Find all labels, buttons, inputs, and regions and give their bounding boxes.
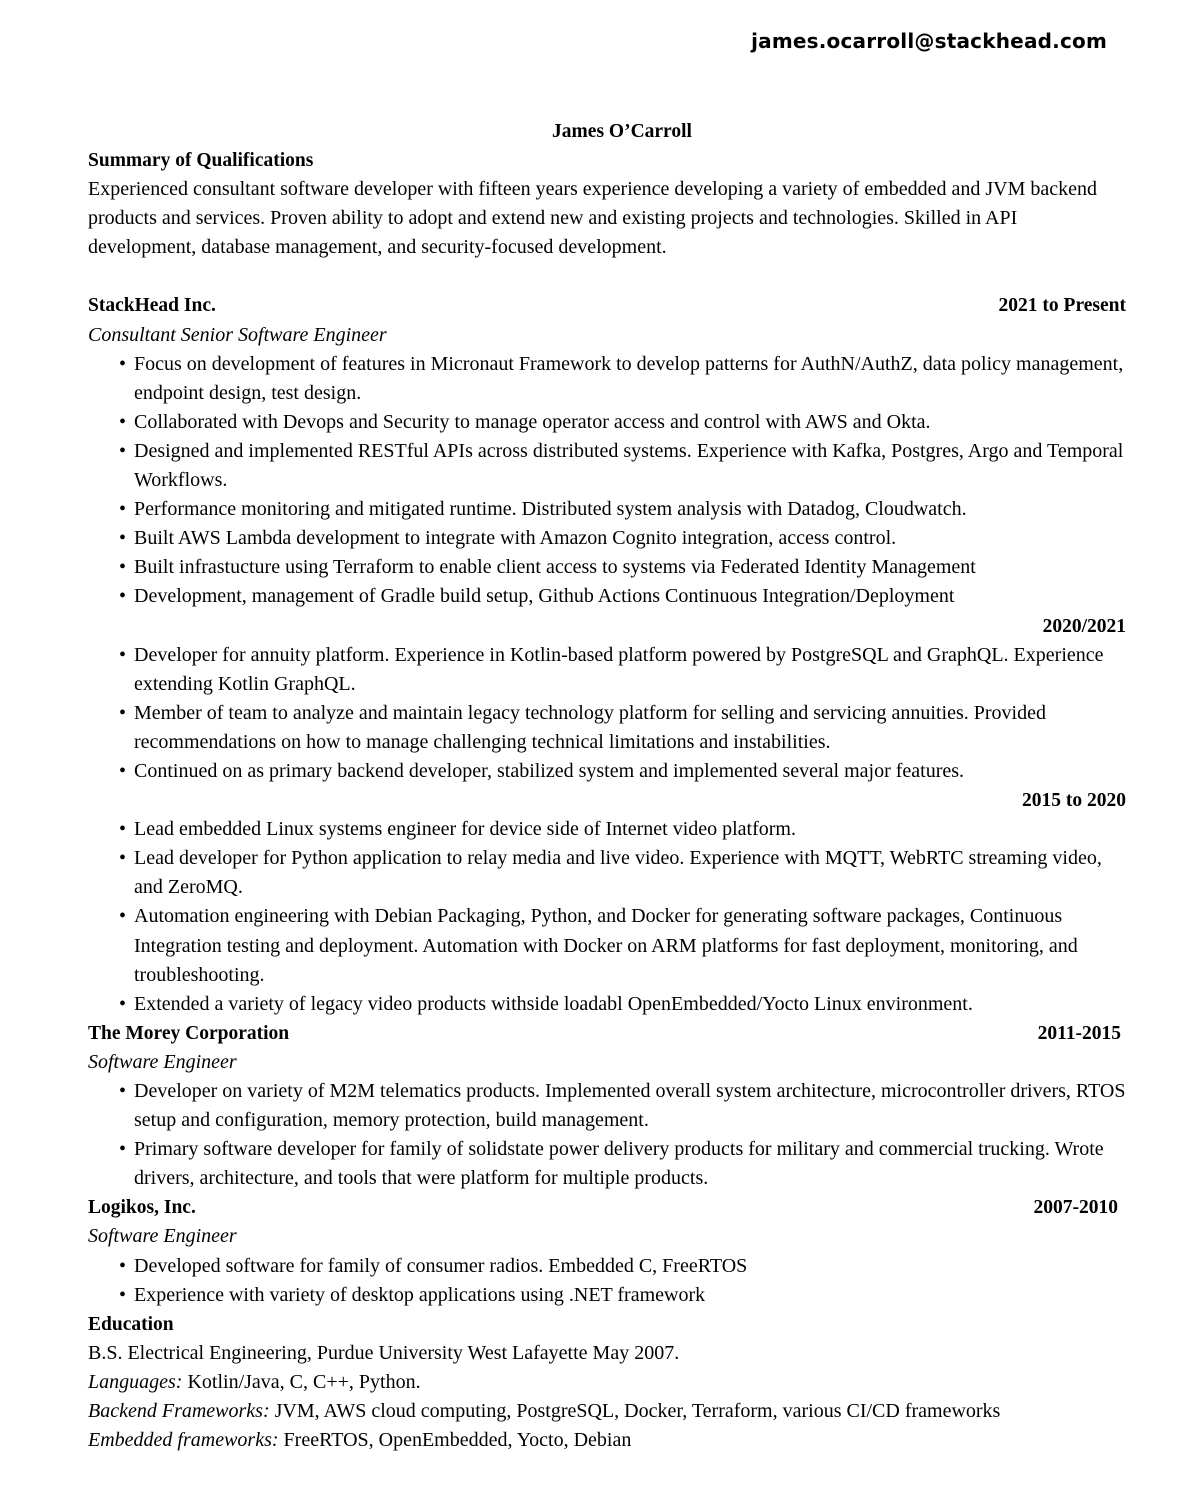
contact-email: james.ocarroll@stackhead.com — [751, 29, 1107, 53]
job-logikos — [88, 1193, 1126, 1309]
education-heading: Education — [88, 1313, 174, 1335]
list-item: • Collaborated with Devops and Security to manage operator access and control with AWS and Okta. — [134, 408, 1126, 437]
bullet-icon: • — [119, 498, 127, 521]
period-dates: 2020/2021 — [1042, 615, 1126, 637]
list-item: • Automation engineering with Debian Packaging, Python, and Docker for generating software packages, Continuous Integration testing and deployment. Automation with Docker on ARM platforms for fast deployment, monitoring, and troubleshooting. — [134, 902, 1126, 989]
list-item: • Performance monitoring and mitigated runtime. Distributed system analysis with Datadog, Cloudwatch. — [134, 495, 1126, 524]
list-item: • Primary software developer for family of solidstate power delivery products for military and commercial trucking. Wrote drivers, architecture, and tools that were platform for multiple products. — [134, 1135, 1126, 1193]
job-dates: 2011-2015 — [1037, 1022, 1121, 1044]
bullet-icon: • — [119, 905, 127, 928]
bullet-icon: • — [119, 410, 127, 433]
job-header — [88, 1019, 1126, 1048]
job-morey — [88, 1019, 1126, 1194]
list-item: • Focus on development of features in Micronaut Framework to develop patterns for AuthN/AuthZ, data policy management, endpoint design, test design. — [134, 350, 1126, 408]
bullet-icon: • — [119, 818, 127, 841]
period-bullets — [88, 641, 1126, 786]
bullet-icon: • — [119, 527, 127, 550]
resume-body — [88, 117, 1126, 1455]
list-item: • Designed and implemented RESTful APIs across distributed systems. Experience with Kafka, Postgres, Argo and Temporal Workflows. — [134, 437, 1126, 495]
bullet-icon: • — [119, 439, 127, 462]
job-dates: 2007-2010 — [1033, 1197, 1118, 1219]
languages-label: Languages: — [88, 1370, 183, 1393]
bullet-icon: • — [119, 1138, 127, 1161]
bullet-icon: • — [119, 352, 127, 375]
backend-frameworks-line — [88, 1397, 1126, 1426]
bullet-icon: • — [119, 1283, 127, 1306]
bullet-icon: • — [119, 847, 127, 870]
list-item: • Developer on variety of M2M telematics products. Implemented overall system architecture, microcontroller drivers, RTOS setup and configuration, memory protection, build management. — [134, 1077, 1126, 1135]
company-name: The Morey Corporation — [88, 1022, 290, 1044]
job-dates: 2021 to Present — [998, 295, 1126, 317]
list-item: • Lead developer for Python application to relay media and live video. Experience with MQTT, WebRTC streaming video, and ZeroMQ. — [134, 844, 1126, 902]
job-bullets — [88, 1077, 1126, 1193]
list-item: • Extended a variety of legacy video products withside loadabl OpenEmbedded/Yocto Linux environment. — [134, 990, 1126, 1019]
period-bullets — [88, 815, 1126, 1019]
bullet-icon: • — [119, 556, 127, 579]
job-stackhead — [88, 291, 1126, 1018]
list-item: • Continued on as primary backend developer, stabilized system and implemented several major features. — [134, 757, 1126, 786]
spacer — [88, 262, 1126, 291]
list-item: • Built AWS Lambda development to integrate with Amazon Cognito integration, access control. — [134, 524, 1126, 553]
list-item: • Member of team to analyze and maintain legacy technology platform for selling and servicing annuities. Provided recommendations on how to manage challenging technical limitations and instabilities. — [134, 699, 1126, 757]
languages-line — [88, 1368, 1126, 1397]
job-header — [88, 291, 1126, 320]
embedded-frameworks-label: Embedded frameworks: — [88, 1429, 279, 1452]
list-item: • Experience with variety of desktop applications using .NET framework — [134, 1281, 1126, 1310]
backend-frameworks-label: Backend Frameworks: — [88, 1400, 270, 1423]
degree-line: B.S. Electrical Engineering, Purdue University West Lafayette May 2007. — [88, 1341, 680, 1364]
bullet-icon: • — [119, 585, 127, 608]
embedded-frameworks-line — [88, 1426, 1126, 1455]
period-dates: 2015 to 2020 — [1022, 790, 1126, 812]
candidate-name: James O’Carroll — [552, 121, 692, 142]
bullet-icon: • — [119, 992, 127, 1015]
embedded-frameworks-value: FreeRTOS, OpenEmbedded, Yocto, Debian — [278, 1429, 632, 1452]
job-role: Software Engineer — [88, 1225, 237, 1248]
backend-frameworks-value: JVM, AWS cloud computing, PostgreSQL, Docker, Terraform, various CI/CD frameworks — [269, 1400, 1001, 1423]
bullet-icon: • — [119, 701, 127, 724]
job-bullets — [88, 350, 1126, 612]
education-section — [88, 1310, 1126, 1455]
company-name: Logikos, Inc. — [88, 1197, 196, 1219]
languages-value: Kotlin/Java, C, C++, Python. — [182, 1370, 421, 1393]
summary-text: Experienced consultant software developer with fifteen years experience developing a variety of embedded and JVM backend products and services. Proven ability to adopt and extend new and existing projects and technologies. Skilled in API development, database management, and security-focused development. — [88, 178, 1098, 259]
summary-heading: Summary of Qualifications — [88, 150, 314, 172]
list-item: • Lead embedded Linux systems engineer for device side of Internet video platform. — [134, 815, 1126, 844]
list-item: • Developed software for family of consumer radios. Embedded C, FreeRTOS — [134, 1252, 1126, 1281]
bullet-icon: • — [119, 759, 127, 782]
job-header — [88, 1193, 1126, 1222]
company-name: StackHead Inc. — [88, 295, 216, 317]
list-item: • Developer for annuity platform. Experience in Kotlin-based platform powered by PostgreSQL and GraphQL. Experience extending Kotlin GraphQL. — [134, 641, 1126, 699]
bullet-icon: • — [119, 1080, 127, 1102]
bullet-icon: • — [119, 1254, 127, 1277]
job-role: Consultant Senior Software Engineer — [88, 323, 387, 346]
job-bullets — [88, 1252, 1126, 1310]
job-role: Software Engineer — [88, 1050, 237, 1073]
list-item: • Built infrastucture using Terraform to enable client access to systems via Federated Identity Management — [134, 553, 1126, 582]
bullet-icon: • — [119, 643, 127, 666]
list-item: • Development, management of Gradle build setup, Github Actions Continuous Integration/Deployment — [134, 582, 1126, 611]
